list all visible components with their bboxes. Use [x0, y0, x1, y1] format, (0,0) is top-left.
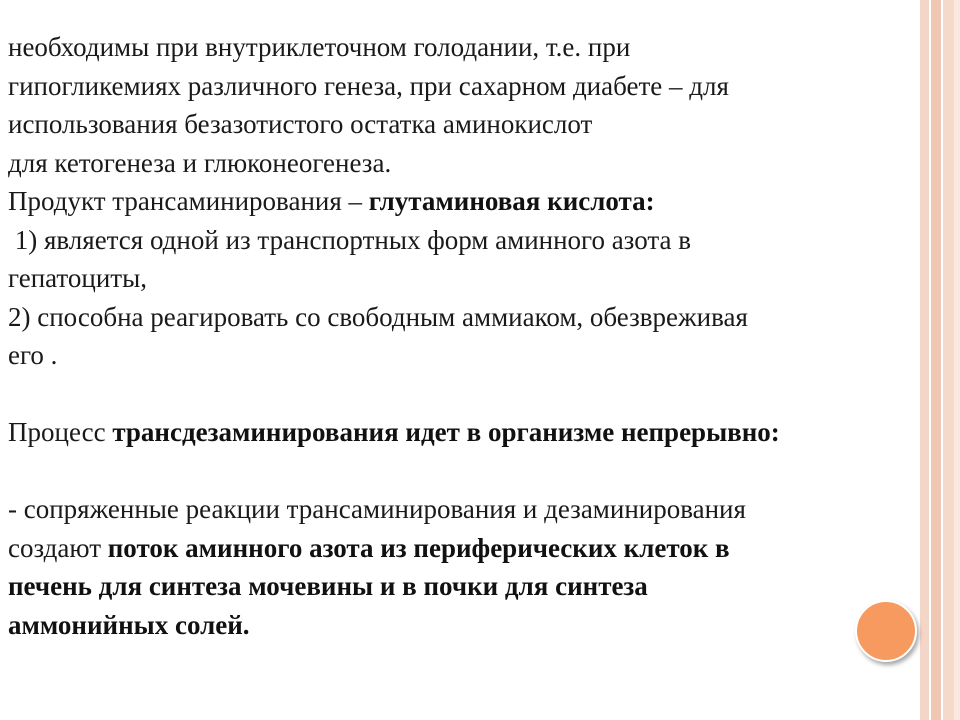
blank-line — [8, 375, 928, 414]
orange-circle-decoration — [855, 600, 917, 662]
stripe — [943, 0, 954, 720]
text-emphasis: поток аминного азота из периферических клеток в — [107, 532, 730, 563]
text-emphasis: аммонийных солей. — [8, 609, 250, 640]
text-line — [8, 529, 928, 568]
text-line: его . — [8, 340, 58, 370]
stripe — [954, 0, 960, 720]
slide-body-text — [8, 28, 928, 644]
text-line — [8, 567, 928, 606]
text-line — [8, 606, 928, 645]
text-plain: создают — [8, 532, 108, 563]
text-plain: Процесс — [8, 417, 113, 447]
text-line: гепатоциты, — [8, 263, 147, 293]
text-line: гипогликемиях различного генеза, при сахарном диабете – для — [8, 70, 729, 101]
text-line: для кетогенеза и глюконеогенеза. — [8, 147, 392, 178]
blank-line — [8, 452, 928, 491]
text-line: необходимы при внутриклеточном голодании, т.е. при — [8, 32, 631, 62]
text-line: использования безазотистого остатка аминокислот — [8, 109, 593, 139]
stripe — [931, 0, 941, 720]
text-plain: Продукт трансаминирования – — [8, 186, 369, 216]
text-line — [8, 182, 928, 221]
text-line — [8, 413, 928, 452]
text-line: 1) является одной из транспортных форм аминного азота в — [8, 224, 691, 255]
text-emphasis: трансдезаминирования идет в организме непрерывно: — [112, 417, 780, 447]
text-line: - сопряженные реакции трансаминирования и дезаминирования — [8, 494, 746, 524]
text-emphasis: печень для синтеза мочевины и в почки для синтеза — [8, 571, 648, 601]
text-line: 2) способна реагировать со свободным аммиаком, обезвреживая — [8, 301, 748, 332]
text-emphasis: глутаминовая кислота: — [368, 186, 655, 216]
